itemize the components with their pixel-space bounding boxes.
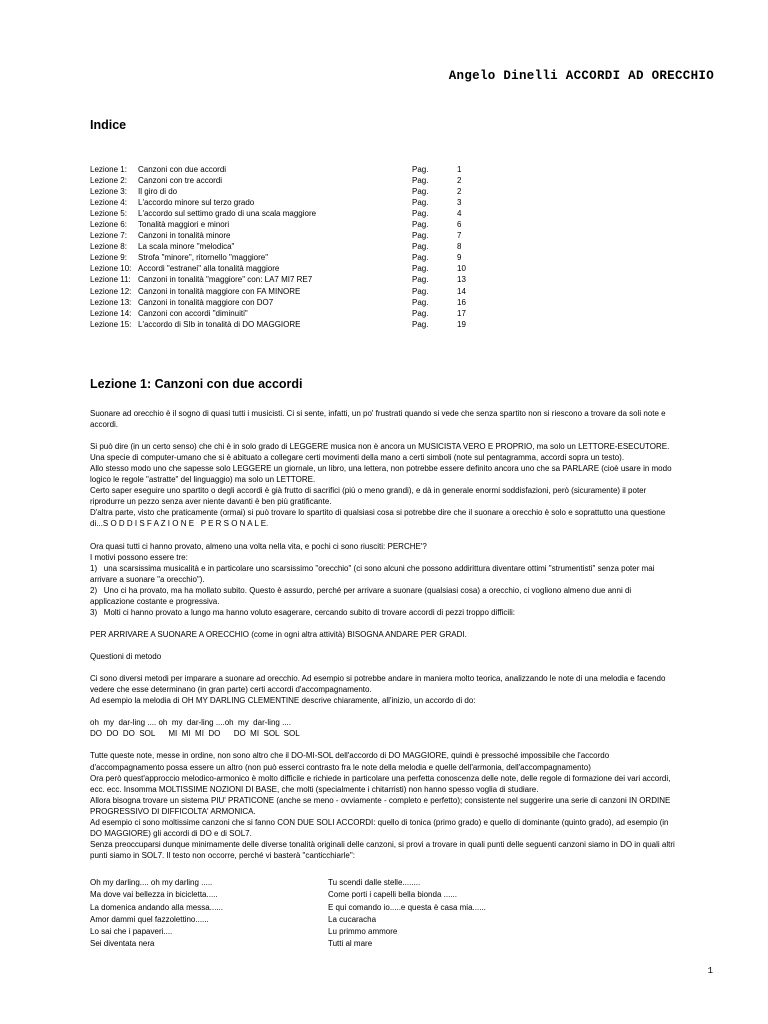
text-line: di...S O D D I S F A Z I O N E P E R S O N A L E. bbox=[90, 519, 269, 529]
text-line: punti siamo in SOL7. Il testo non occorre, perché vi basterà "canticchiarle": bbox=[90, 850, 355, 860]
toc-pag-label: Pag. bbox=[412, 231, 429, 241]
toc-lesson-title: Canzoni con due accordi bbox=[138, 165, 227, 174]
toc-pag-label: Pag. bbox=[412, 308, 429, 318]
toc-lesson-title: L'accordo di SIb in tonalità di DO MAGGIORE bbox=[138, 319, 301, 329]
toc-pag-label: Pag. bbox=[412, 264, 429, 274]
toc-pag-label: Pag. bbox=[412, 275, 429, 285]
toc-pag-label: Pag. bbox=[412, 176, 429, 186]
toc-page-number: 2 bbox=[457, 176, 462, 186]
song-title-right: Tutti al mare bbox=[328, 939, 373, 949]
toc-pag-label: Pag. bbox=[412, 297, 429, 307]
toc-pag-label: Pag. bbox=[412, 187, 429, 197]
toc-lesson-label: Lezione 6: bbox=[90, 220, 127, 230]
toc-pag-label: Pag. bbox=[412, 165, 429, 174]
toc-pag-label: Pag. bbox=[412, 319, 429, 329]
toc-page-number: 3 bbox=[457, 198, 462, 208]
song-title-left: La domenica andando alla messa...... bbox=[90, 902, 223, 912]
text-line: Allora bisogna trovare un sistema PIU' PRATICONE (anche se meno - ovviamente - completo e perfetto); consistente nel suggerire una serie di canzoni IN ORDINE bbox=[90, 795, 671, 805]
text-line: Una specie di computer-umano che si è abituato a collegare certi movimenti della mano a certi simboli (note sul pentagramma, accordi sopra un testo). bbox=[90, 453, 625, 463]
text-line: oh my dar-ling .... oh my dar-ling ....oh my dar-ling .... bbox=[90, 718, 291, 728]
toc-lesson-label: Lezione 3: bbox=[90, 187, 127, 197]
song-title-left: Ma dove vai bellezza in bicicletta..... bbox=[90, 890, 218, 900]
toc-lesson-title: Accordi "estranei" alla tonalità maggiore bbox=[138, 264, 280, 274]
toc-lesson-label: Lezione 12: bbox=[90, 286, 132, 296]
text-line: Certo saper eseguire uno spartito o degli accordi è già frutto di sacrifici (più o meno grandi), e dà in generale enormi soddisfazioni, però (sicuramente) il poter bbox=[90, 486, 647, 496]
text-line: accordi. bbox=[90, 420, 119, 430]
text-line: riprodurre un pezzo senza aver niente davanti è ben più gratificante. bbox=[90, 497, 332, 507]
text-line: PROGRESSIVO DI DIFFICOLTA' ARMONICA. bbox=[90, 806, 256, 816]
toc-pag-label: Pag. bbox=[412, 242, 429, 252]
text-line: arrivare a suonare "a orecchio"). bbox=[90, 574, 205, 584]
text-line: Tutte queste note, messe in ordine, non sono altro che il DO-MI-SOL dell'accordo di DO MAGGIORE, quindi è pressoché impossibile che l'accordo bbox=[90, 751, 610, 761]
toc-pag-label: Pag. bbox=[412, 220, 429, 230]
song-title-left: Sei diventata nera bbox=[90, 939, 155, 949]
toc-page-number: 7 bbox=[457, 231, 462, 241]
text-line: Ad esempio ci sono moltissime canzoni che si fanno CON DUE SOLI ACCORDI: quello di tonica (primo grado) e quello di dominante (quinto grado), ad esempio (in bbox=[90, 817, 669, 827]
text-line: DO DO DO SOL MI MI MI DO DO MI SOL SOL bbox=[90, 729, 300, 739]
toc-page-number: 6 bbox=[457, 220, 462, 230]
text-line: Ora però quest'approccio melodico-armonico è molto difficile e richiede in particolare una perfetta conoscenza delle note, delle regole di formazione dei vari accordi, bbox=[90, 773, 671, 783]
toc-lesson-label: Lezione 10: bbox=[90, 264, 132, 274]
toc-page-number: 1 bbox=[457, 165, 462, 174]
toc-page-number: 9 bbox=[457, 253, 462, 263]
paragraph-reading-vs-playing bbox=[90, 441, 730, 529]
text-line: d'accompagnamento possa essere un altro (non può esserci contrasto fra le note della melodia e quelle dell'armonia, dell'accompagnamento) bbox=[90, 762, 591, 772]
toc-lesson-label: Lezione 8: bbox=[90, 242, 127, 252]
toc-page-number: 19 bbox=[457, 319, 466, 329]
song-title-left: Oh my darling.... oh my darling ..... bbox=[90, 878, 213, 887]
toc-lesson-label: Lezione 14: bbox=[90, 308, 132, 318]
toc-lesson-title: Il giro di do bbox=[138, 187, 178, 197]
toc-page-number: 13 bbox=[457, 275, 466, 285]
toc-lesson-title: Canzoni in tonalità maggiore con DO7 bbox=[138, 297, 274, 307]
text-line: Ci sono diversi metodi per imparare a suonare ad orecchio. Ad esempio si potrebbe andare in maniera molto teorica, analizzando le note di una melodia e facendo bbox=[90, 674, 666, 684]
toc-lesson-title: Tonalità maggiori e minori bbox=[138, 220, 230, 230]
toc-page-number: 14 bbox=[457, 286, 466, 296]
toc-lesson-title: Canzoni in tonalità minore bbox=[138, 231, 231, 241]
toc-page-number: 10 bbox=[457, 264, 466, 274]
paragraph-by-degrees: PER ARRIVARE A SUONARE A ORECCHIO (come in ogni altra attività) BISOGNA ANDARE PER GRADI. bbox=[90, 629, 467, 639]
toc-pag-label: Pag. bbox=[412, 253, 429, 263]
toc-lesson-label: Lezione 13: bbox=[90, 297, 132, 307]
text-line: logico le regole "astratte" del linguaggio) ma solo un LETTORE. bbox=[90, 475, 316, 485]
song-title-left: Lo sai che i papaveri.... bbox=[90, 927, 173, 937]
toc-lesson-title: L'accordo minore sul terzo grado bbox=[138, 198, 255, 208]
toc-page-number: 17 bbox=[457, 308, 466, 318]
toc-page-number: 4 bbox=[457, 209, 462, 219]
text-line: Ora quasi tutti ci hanno provato, almeno una volta nella vita, e pochi ci sono riusciti: PERCHE'? bbox=[90, 541, 427, 551]
text-line: Si può dire (in un certo senso) che chi è in solo grado di LEGGERE musica non è ancora un MUSICISTA VERO E PROPRIO, ma solo un LETTORE-ESECUTORE. bbox=[90, 442, 670, 452]
toc-pag-label: Pag. bbox=[412, 198, 429, 208]
lesson-1-body bbox=[90, 408, 730, 861]
toc-lesson-label: Lezione 5: bbox=[90, 209, 127, 219]
toc-pag-label: Pag. bbox=[412, 209, 429, 219]
toc-lesson-title: Canzoni con accordi "diminuiti" bbox=[138, 308, 248, 318]
song-title-right: E qui comando io.....e questa è casa mia...... bbox=[328, 902, 486, 912]
paragraph-reasons bbox=[90, 541, 730, 618]
toc-lesson-label: Lezione 1: bbox=[90, 165, 127, 174]
song-title-right: Tu scendi dalle stelle........ bbox=[328, 878, 421, 887]
toc-lesson-title: Canzoni in tonalità maggiore con FA MINORE bbox=[138, 286, 301, 296]
toc-lesson-title: L'accordo sul settimo grado di una scala maggiore bbox=[138, 209, 317, 219]
text-line: 2) Uno ci ha provato, ma ha mollato subito. Questo è assurdo, perché per arrivare a suonare (qualsiasi cosa) a orecchio, ci vogliono almeno due anni di bbox=[90, 585, 632, 595]
song-title-right: Come porti i capelli bella bionda ...... bbox=[328, 890, 457, 900]
song-title-right: La cucaracha bbox=[328, 914, 377, 924]
melody-example bbox=[90, 717, 730, 739]
toc-lesson-label: Lezione 9: bbox=[90, 253, 127, 263]
toc-lesson-title: Strofa "minore", ritornello "maggiore" bbox=[138, 253, 269, 263]
text-line: Senza preoccuparsi dunque minimamente delle diverse tonalità originali delle canzoni, si provi a trovare in quali punti delle seguenti canzoni siamo in DO in quali altri bbox=[90, 839, 675, 849]
toc-page-number: 16 bbox=[457, 297, 466, 307]
document-header: Angelo Dinelli ACCORDI AD ORECCHIO bbox=[448, 69, 714, 83]
index-heading: Indice bbox=[90, 118, 127, 132]
paragraph-intro bbox=[90, 408, 730, 430]
toc-lesson-label: Lezione 7: bbox=[90, 231, 127, 241]
text-line: applicazione costante e progressiva. bbox=[90, 596, 220, 606]
text-line: DO MAGGIORE) gli accordi di DO e di SOL7. bbox=[90, 828, 252, 838]
toc-lesson-label: Lezione 2: bbox=[90, 176, 127, 186]
toc-page-number: 8 bbox=[457, 242, 462, 252]
text-line: ecc. ecc. Insomma MOLTISSIME NOZIONI DI BASE, che molti (specialmente i chitarristi) non hanno spesso voglia di studiare. bbox=[90, 784, 539, 794]
text-line: D'altra parte, visto che praticamente (ormai) si può trovare lo spartito di qualsiasi cosa si potrebbe dire che il suonare a orecchio è solo e soprattutto una questione bbox=[90, 508, 666, 518]
text-line: Ad esempio la melodia di OH MY DARLING CLEMENTINE descrive chiaramente, all'inizio, un accordo di do: bbox=[90, 696, 476, 706]
toc-lesson-label: Lezione 15: bbox=[90, 319, 132, 329]
paragraph-methods bbox=[90, 673, 730, 706]
text-line: Suonare ad orecchio è il sogno di quasi tutti i musicisti. Ci si sente, infatti, un po' frustrati quando si vede che senza spartito non si riescono a trovare da soli note e bbox=[90, 409, 666, 418]
song-title-right: Lu primmo ammore bbox=[328, 927, 398, 937]
toc-page-number: 2 bbox=[457, 187, 462, 197]
text-line: 1) una scarsissima musicalità e in particolare uno scarsissimo "orecchio" (ci sono alcuni che possono addirittura diventare ottimi "strumentisti" senza poter mai bbox=[90, 563, 655, 573]
toc-lesson-title: Canzoni in tonalità "maggiore" con: LA7 MI7 RE7 bbox=[138, 275, 313, 285]
page-number: 1 bbox=[707, 966, 713, 976]
toc-pag-label: Pag. bbox=[412, 286, 429, 296]
paragraph-method-subheading: Questioni di metodo bbox=[90, 652, 162, 662]
toc-lesson-label: Lezione 11: bbox=[90, 275, 131, 285]
toc-lesson-title: La scala minore "melodica" bbox=[138, 242, 235, 252]
toc-lesson-label: Lezione 4: bbox=[90, 198, 127, 208]
text-line: Allo stesso modo uno che sapesse solo LEGGERE un giornale, un libro, una lettera, non potrebbe essere definito ancora uno che sa PARLARE (cioè usare in modo bbox=[90, 464, 672, 474]
text-line: I motivi possono essere tre: bbox=[90, 552, 188, 562]
text-line: vedere che esse determinano (in gran parte) certi accordi d'accompagnamento. bbox=[90, 685, 372, 695]
paragraph-chord-analysis bbox=[90, 750, 730, 860]
toc-lesson-title: Canzoni con tre accordi bbox=[138, 176, 223, 186]
song-title-left: Amor dammi quel fazzolettino...... bbox=[90, 914, 209, 924]
text-line: 3) Molti ci hanno provato a lungo ma hanno voluto esagerare, cercando subito di trovare accordi di pezzi troppo difficili: bbox=[90, 607, 515, 617]
lesson-1-heading: Lezione 1: Canzoni con due accordi bbox=[90, 377, 303, 391]
